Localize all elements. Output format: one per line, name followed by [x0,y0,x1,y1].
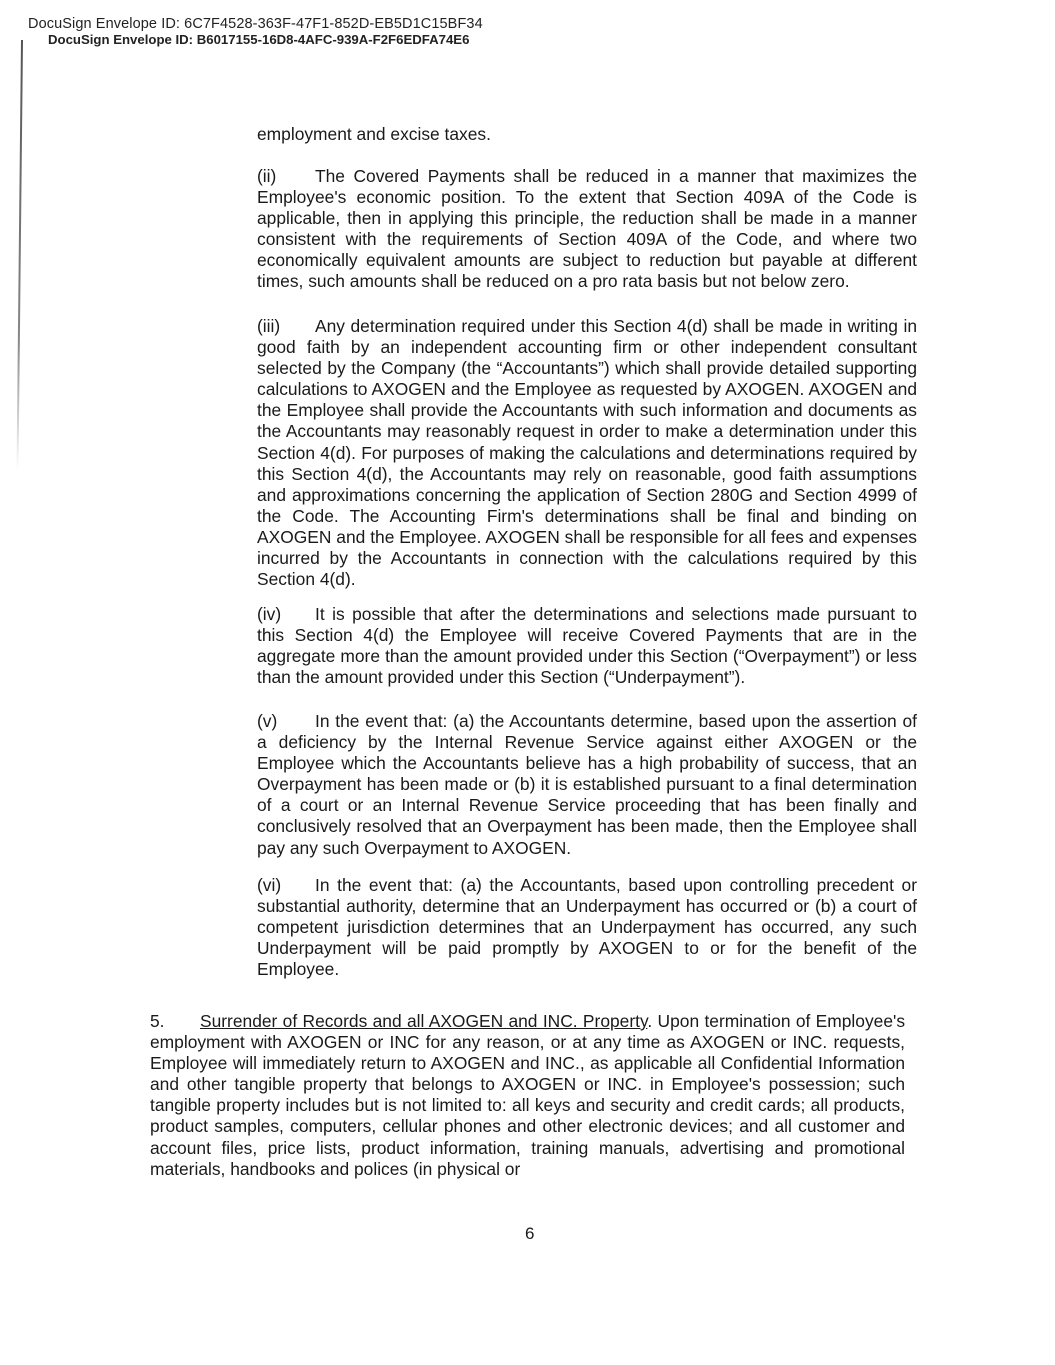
section-5 [150,1011,905,1180]
section-heading: Surrender of Records and all AXOGEN and INC. Property [200,1011,648,1031]
subsection-v [257,711,917,859]
subsection-label: (iii) [257,316,281,336]
subsection-iii [257,316,917,590]
subsection-iv [257,604,917,688]
subsection-ii [257,166,917,293]
subsection-text: It is possible that after the determinations and selections made pursuant to this Section 4(d) the Employee will receive Covered Payments that are in the aggregate more than the amount provided under this Section (“Overpayment”) or less than the amount provided under this Section (“Underpayment”). [257,604,917,688]
section-text: Upon termination of Employee's employment with AXOGEN or INC for any reason, or at any time as AXOGEN or INC. requests, Employee will immediately return to AXOGEN and INC., as applicable all Confidential Information and other tangible property that belongs to AXOGEN or INC. in Employee's possession; such tangible property includes but is not limited to: all keys and security and credit cards; all products, product samples, computers, cellular phones and other electronic devices; and all customer and account files, price lists, product information, training manuals, advertising and promotional materials, handbooks and polices (in physical or [150,1011,906,1179]
subsection-label: (ii) [257,166,277,186]
subsection-label: (vi) [257,875,282,895]
scan-edge-line [16,40,22,470]
section-heading-punct: . [647,1011,653,1031]
page-number: 6 [525,1224,535,1243]
continuation-text: employment and excise taxes. [257,124,491,144]
subsection-label: (v) [257,711,278,731]
subsection-text: The Covered Payments shall be reduced in a manner that maximizes the Employee's economic position. To the extent that Section 409A of the Code is applicable, then in applying this principle, the reduction shall be made in a manner consistent with the requirements of Section 409A of the Code, and where two economically equivalent amounts are subject to reduction but payable at different times, such amounts shall be reduced on a pro rata basis but not below zero. [257,166,917,292]
subsection-label: (iv) [257,604,282,624]
docusign-envelope-id-secondary: DocuSign Envelope ID: B6017155-16D8-4AFC-939A-F2F6EDFA74E6 [48,32,470,47]
docusign-envelope-id-primary: DocuSign Envelope ID: 6C7F4528-363F-47F1-852D-EB5D1C15BF34 [28,16,483,32]
subsection-text: Any determination required under this Section 4(d) shall be made in writing in good faith by an independent accounting firm or other independent consultant selected by the Company (the “Accountants”) which shall provide detailed supporting calculations to AXOGEN and the Employee as requested by AXOGEN. AXOGEN and the Employee shall provide the Accountants with such information and documents as the Accountants may reasonably request in order to make a determination under this Section 4(d). For purposes of making the calculations and determinations required by this Section 4(d), the Accountants may rely on reasonable, good faith assumptions and approximations concerning the application of Section 280G and Section 4999 of the Code. The Accounting Firm's determinations shall be final and binding on AXOGEN and the Employee. AXOGEN shall be responsible for all fees and expenses incurred by the Accountants in connection with the calculations required by this Section 4(d). [257,316,917,590]
section-number: 5. [150,1011,165,1031]
subsection-text: In the event that: (a) the Accountants, based upon controlling precedent or substantial authority, determine that an Underpayment has occurred or (b) a court of competent jurisdiction determines that an Underpayment has occurred, any such Underpayment will be paid promptly by AXOGEN to or for the benefit of the Employee. [257,875,917,980]
subsection-text: In the event that: (a) the Accountants determine, based upon the assertion of a deficiency by the Internal Revenue Service against either AXOGEN or the Employee which the Accountants believe has a high probability of success, that an Overpayment has been made or (b) it is established pursuant to a final determination of a court or an Internal Revenue Service proceeding that has been finally and conclusively resolved that an Overpayment has been made, then the Employee shall pay any such Overpayment to AXOGEN. [257,711,917,858]
subsection-vi [257,875,917,980]
